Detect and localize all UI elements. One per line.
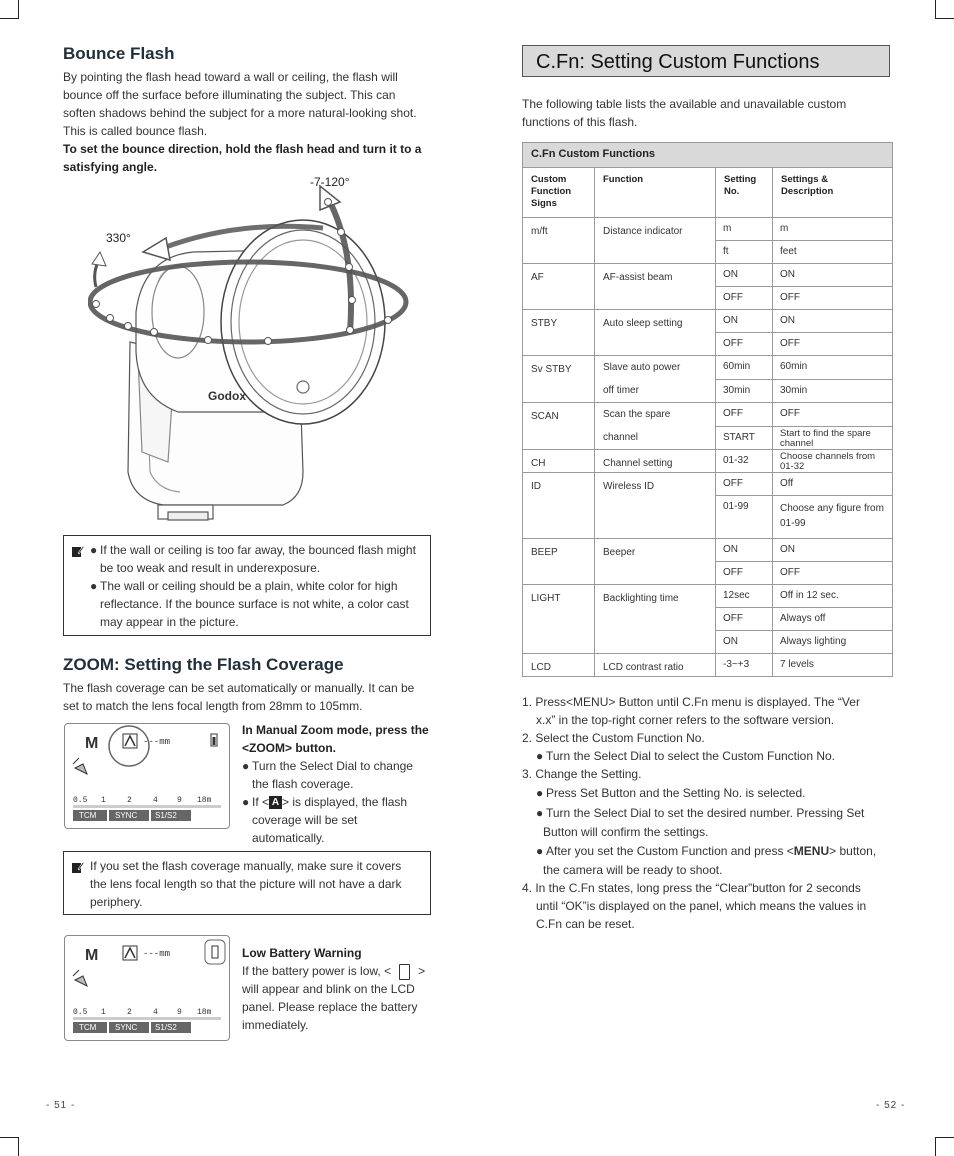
bounce-flash-section — [63, 44, 435, 176]
svg-text:4: 4 — [153, 1008, 158, 1017]
svg-text:2: 2 — [127, 1008, 132, 1017]
table-row: START Start to find the spare channel — [523, 426, 893, 450]
crop-mark-top-left — [0, 0, 19, 19]
svg-text:SYNC: SYNC — [115, 1023, 138, 1032]
page-number-right: - 52 - — [876, 1100, 906, 1111]
battery-icon — [399, 964, 410, 980]
svg-text:1: 1 — [101, 796, 106, 805]
svg-text:9: 9 — [177, 796, 182, 805]
lcd-zoom-readout: ---mm — [143, 737, 171, 747]
header-setting: Setting No. — [716, 168, 773, 218]
lcd-mode-indicator: M — [85, 735, 99, 752]
lcd-panel-zoom — [64, 723, 230, 829]
header-description: Settings & Description — [773, 168, 893, 218]
brand-logo: Godox — [208, 389, 246, 403]
svg-text:0.5: 0.5 — [73, 796, 88, 805]
table-row: CH Channel setting 01-32 Choose channels from 01-32 — [523, 450, 893, 473]
table-caption: C.Fn Custom Functions — [523, 143, 893, 168]
svg-text:S1/S2: S1/S2 — [155, 1023, 177, 1032]
note-item: ● The wall or ceiling should be a plain, white color for high reflectance. If the bounce surface is not white, a color cast may appear in the picture. — [90, 579, 409, 629]
svg-text:TCM: TCM — [79, 811, 97, 820]
table-row: m/ft Distance indicator m m — [523, 218, 893, 241]
note-item: ● If the wall or ceiling is too far away, the bounced flash might be too weak and result in underexposure. — [90, 543, 416, 575]
cfn-table — [522, 142, 893, 677]
auto-zoom-icon: A — [269, 796, 282, 809]
table-row: LIGHT Backlighting time 12sec Off in 12 sec. — [523, 585, 893, 608]
table-row: OFF Always off — [523, 608, 893, 631]
low-battery-warning: Low Battery Warning If the battery power is low, < > will appear and blink on the LCD panel. Please replace the battery immediately. — [242, 946, 426, 1032]
svg-text:0.5: 0.5 — [73, 1008, 88, 1017]
note-pencil-icon — [72, 545, 84, 557]
cfn-section — [522, 45, 894, 131]
header-function: Function — [595, 168, 716, 218]
bounce-flash-instruction: To set the bounce direction, hold the flash head and turn it to a satisfying angle. — [63, 142, 422, 174]
svg-text:---mm: ---mm — [143, 949, 171, 959]
table-row: Sv STBY Slave auto power off timer 60min 60min — [523, 356, 893, 380]
table-row: 30min 30min — [523, 379, 893, 403]
zoom-title: ZOOM: Setting the Flash Coverage — [63, 655, 344, 674]
crop-mark-top-right — [935, 0, 954, 19]
table-row: ON Always lighting — [523, 631, 893, 654]
bounce-flash-text: By pointing the flash head toward a wall or ceiling, the flash will bounce off the surface before illuminating the subject. This can soften shadows behind the subject for a more natural-looking shot. This is called bounce flash. — [63, 70, 417, 138]
cfn-title: C.Fn: Setting Custom Functions — [522, 45, 890, 77]
table-row: OFF OFF — [523, 562, 893, 585]
table-row: SCAN Scan the spare channel OFF OFF — [523, 403, 893, 427]
svg-text:S1/S2: S1/S2 — [155, 811, 177, 820]
page-number-left: - 51 - — [46, 1100, 76, 1111]
table-row: ID Wireless ID OFF Off — [523, 473, 893, 496]
svg-text:2: 2 — [127, 796, 132, 805]
note-pencil-icon — [72, 861, 84, 873]
horizontal-angle-label: 330° — [106, 231, 131, 245]
table-row: 01-99 Choose any figure from 01-99 — [523, 496, 893, 539]
cfn-steps: 1. Press<MENU> Button until C.Fn menu is displayed. The “Ver x.x” in the top-right corner refers to the software version. 2. Select the Custom Function No. ● Turn the Select Dial to select the Custom Function No. 3. Change the Setting. ● Press Set Button and the Setting No. is selected. ● Turn the Select Dial to set the desired number. Pressing Set Button will confirm the settings. ● After you set the Custom Function and press <MENU> button, the camera will be ready to shoot. 4. In the C.Fn states, long press the “Clear”button for 2 seconds until “OK”is displayed on the panel, which means the values in C.Fn can be reset. — [522, 695, 877, 931]
bounce-flash-title: Bounce Flash — [63, 44, 175, 63]
table-row: STBY Auto sleep setting ON ON — [523, 310, 893, 333]
crop-mark-bottom-right — [935, 1137, 954, 1156]
bounce-flash-note — [63, 535, 431, 636]
cfn-intro: The following table lists the available and unavailable custom functions of this flash. — [522, 97, 847, 129]
table-row: OFF OFF — [523, 287, 893, 310]
zoom-section — [63, 655, 435, 715]
svg-text:M: M — [85, 947, 99, 964]
table-row: ft feet — [523, 241, 893, 264]
manual-zoom-instructions: In Manual Zoom mode, press the <ZOOM> button. ● Turn the Select Dial to change the flash coverage. ● If < A > is displayed, the flash coverage will be set automatically. — [242, 723, 429, 845]
svg-text:18m: 18m — [197, 796, 212, 805]
svg-text:4: 4 — [153, 796, 158, 805]
table-row: AF AF-assist beam ON ON — [523, 264, 893, 287]
zoom-note: If you set the flash coverage manually, make sure it covers the lens focal length so that the picture will not have a dark periphery. — [63, 851, 431, 915]
lcd-panel-battery — [64, 935, 230, 1041]
vertical-angle-label: -7-120° — [310, 175, 350, 189]
table-row: LCD LCD contrast ratio -3~+3 7 levels — [523, 654, 893, 677]
header-sign: Custom Function Signs — [523, 168, 595, 218]
svg-text:18m: 18m — [197, 1008, 212, 1017]
svg-text:1: 1 — [101, 1008, 106, 1017]
zoom-text: The flash coverage can be set automatically or manually. It can be set to match the lens focal length from 28mm to 105mm. — [63, 681, 415, 713]
flash-head-illustration — [88, 172, 418, 524]
svg-text:TCM: TCM — [79, 1023, 97, 1032]
crop-mark-bottom-left — [0, 1137, 19, 1156]
table-row: OFF OFF — [523, 333, 893, 356]
svg-text:9: 9 — [177, 1008, 182, 1017]
svg-text:SYNC: SYNC — [115, 811, 138, 820]
table-row: BEEP Beeper ON ON — [523, 539, 893, 562]
